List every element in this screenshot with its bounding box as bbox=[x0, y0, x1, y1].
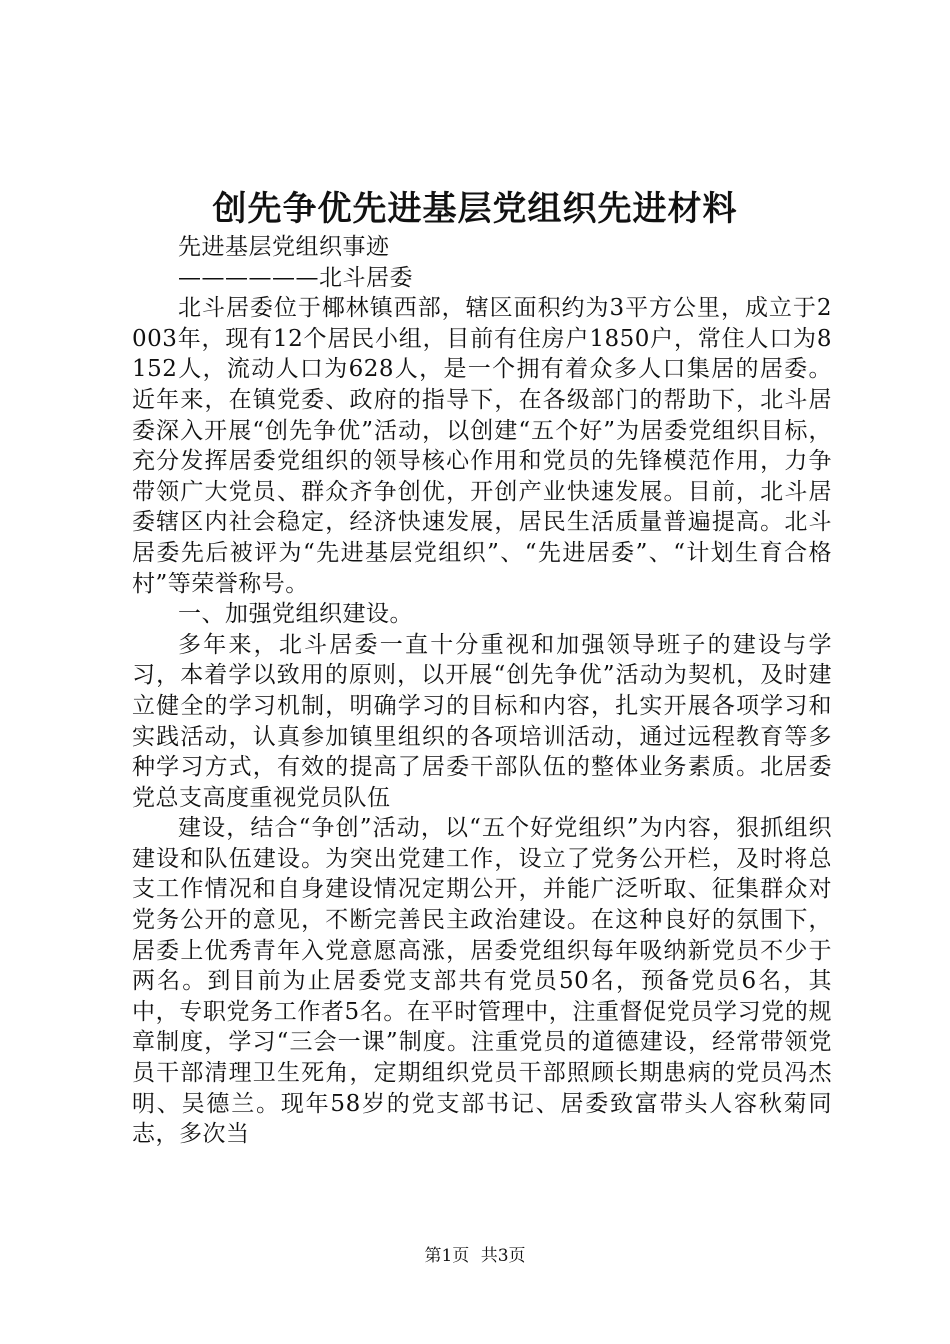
page-total: 共3页 bbox=[480, 1246, 526, 1266]
intro-paragraph: 北斗居委位于椰林镇西部，辖区面积约为3平方公里，成立于2003年，现有12个居民小组，目前有住房户1850户，常住人口为8152人，流动人口为628人，是一个拥有着众多人口集居的居委。近年来，在镇党委、政府的指导下，在各级部门的帮助下，北斗居委深入开展“创先争优”活动，以创建“五个好”为居委党组织目标，充分发挥居委党组织的领导核心作用和党员的先锋模范作用，力争带领广大党员、群众齐争创优，开创产业快速发展。目前，北斗居委辖区内社会稳定，经济快速发展，居民生活质量普遍提高。北斗居委先后被评为“先进基层党组织”、“先进居委”、“计划生育合格村”等荣誉称号。 bbox=[132, 295, 832, 597]
document-title: 创先争优先进基层党组织先进材料 bbox=[212, 189, 738, 229]
body-paragraph: 建设，结合“争创”活动，以“五个好党组织”为内容，狠抓组织建设和队伍建设。为突出党建工作，设立了党务公开栏，及时将总支工作情况和自身建设情况定期公开，并能广泛听取、征集群众对党务公开的意见，不断完善民主政治建设。在这种良好的氛围下，居委上优秀青年入党意愿高涨，居委党组织每年吸纳新党员不少于两名。到目前为止居委党支部共有党员50名，预备党员6名，其中，专职党务工作者5名。在平时管理中，注重督促党员学习党的规章制度，学习“三会一课”制度。注重党员的道德建设，经常带领党员干部清理卫生死角，定期组织党员干部照顾长期患病的党员冯杰明、吴德兰。现年58岁的党支部书记、居委致富带头人容秋菊同志，多次当 bbox=[132, 815, 832, 1148]
page-number: 第1页 bbox=[424, 1246, 470, 1266]
organization-line: ——————北斗居委 bbox=[178, 264, 413, 291]
body-paragraph: 多年来，北斗居委一直十分重视和加强领导班子的建设与学习，本着学以致用的原则，以开展“创先争优”活动为契机，及时建立健全的学习机制，明确学习的目标和内容，扎实开展各项学习和实践活动，认真参加镇里组织的各项培训活动，通过远程教育等多种学习方式，有效的提高了居委干部队伍的整体业务素质。北居委党总支高度重视党员队伍 bbox=[132, 631, 832, 811]
page-footer bbox=[0, 1244, 950, 1268]
document-body bbox=[132, 232, 832, 1150]
subtitle-line: 先进基层党组织事迹 bbox=[178, 234, 390, 260]
section-heading: 一、加强党组织建设。 bbox=[178, 601, 413, 628]
